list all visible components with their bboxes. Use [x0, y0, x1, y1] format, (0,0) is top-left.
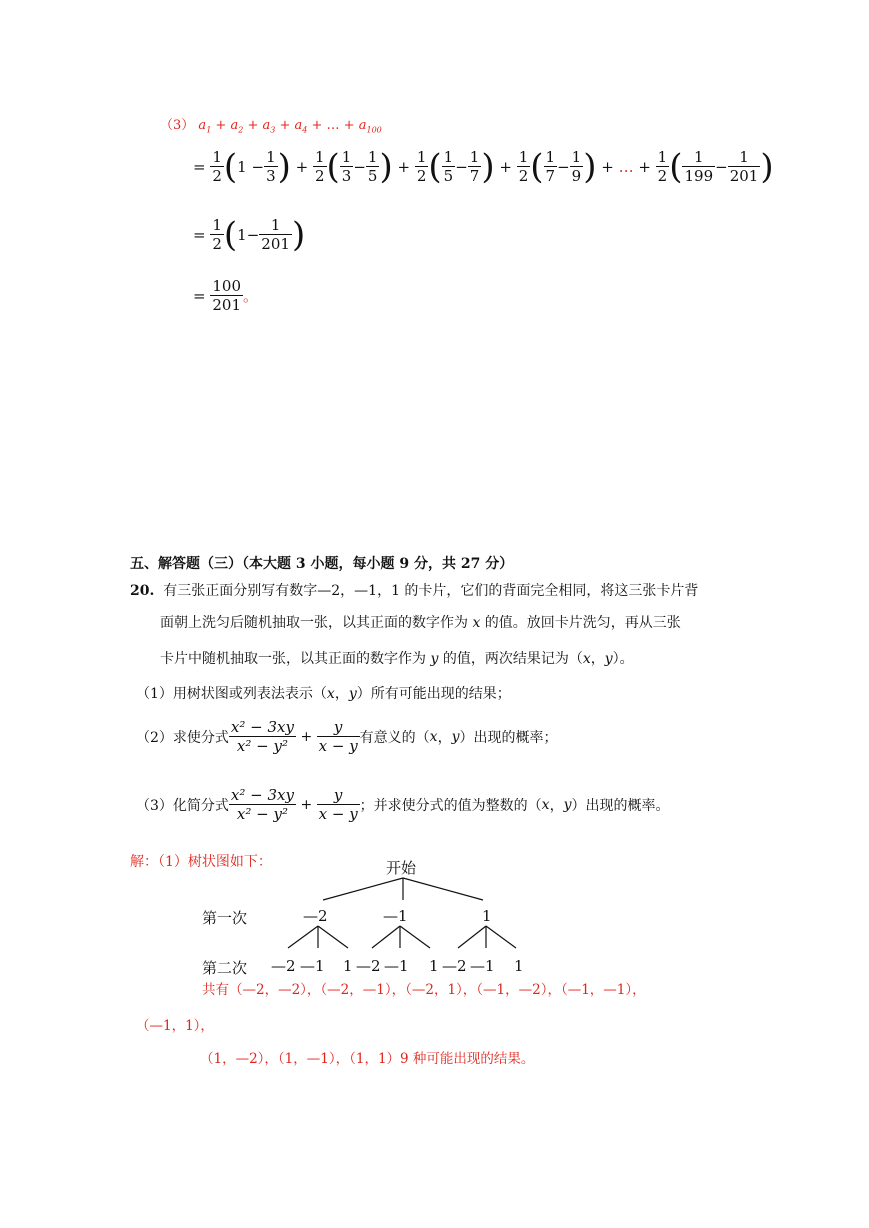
tree-level2-node: —1: [300, 957, 325, 975]
tree-level2-node: 1: [429, 957, 439, 975]
equation-line-1: = $\frac{1}{2}$ ( 1 − $\frac{1}{3}$ ) + $\frac{1}{2}$ ( $\frac{1}{3}$ − $\frac{1}{5}$ ) + $\frac{1}{2}$ ( $\frac{1}{5}$ − $\frac{1}{7}$ ) + $\frac{1}{2}$ ( $\frac{1}{7}$ − $\frac{1}{9}$ ) + … + $\frac{1}{2}$ ( $\frac{1}{199}$ − $\frac{1}{201}$ ): [193, 146, 774, 187]
tree-level2-label: 第二次: [202, 959, 248, 977]
section-title: 五、解答题（三）（本大题 3 小题，每小题 9 分，共 27 分）: [130, 556, 514, 572]
question-20-part-2: （2）求使分式 $\frac{\text{x² − 3xy}}{\text{x² − y²}}$ + $\frac{y}{x - y}$ 有意义的（ x ， y ）出现的概率；: [136, 718, 558, 755]
part3-header: （3） $a_1 + a_2 + a_3 + a_4$ + … + $a_{100}$: [160, 118, 382, 135]
tree-level2-node: —2: [356, 957, 381, 975]
tree-level2-node: —2: [271, 957, 296, 975]
question-20-part-1: （1）用树状图或列表法表示（x，y）所有可能出现的结果；: [136, 686, 511, 702]
question-20-line-1: 20. 有三张正面分别写有数字—2，—1，1 的卡片，它们的背面完全相同，将这三张卡片背: [130, 583, 699, 599]
result-line-3: （1，—2），（1，—1），（1，1）9 种可能出现的结果。: [200, 1051, 535, 1067]
tree-level1-node: —1: [383, 907, 408, 925]
equation-line-3: = $\frac{100}{201}$ 。: [193, 277, 259, 314]
result-line-2: （—1，1），: [136, 1018, 214, 1034]
result-line-1: 共有（—2，—2），（—2，—1），（—2，1），（—1，—2），（—1，—1），: [202, 982, 646, 998]
tree-level2-node: —2: [442, 957, 467, 975]
tree-level2-node: —1: [384, 957, 409, 975]
question-20-line-3: 卡片中随机抽取一张，以其正面的数字作为 y 的值，两次结果记为（x，y）。: [160, 651, 634, 667]
tree-level1-node: 1: [482, 907, 492, 925]
tree-level2-node: 1: [343, 957, 353, 975]
tree-level2-node: 1: [514, 957, 524, 975]
tree-level1-node: —2: [303, 907, 328, 925]
question-20-line-2: 面朝上洗匀后随机抽取一张，以其正面的数字作为 x 的值。放回卡片洗匀，再从三张: [160, 615, 681, 631]
tree-level1-label: 第一次: [202, 909, 248, 927]
question-20-part-3: （3）化简分式 $\frac{\text{x² − 3xy}}{\text{x² − y²}}$ + $\frac{y}{x - y}$ ；并求使分式的值为整数的（ x ， y ）出现的概率。: [136, 786, 670, 823]
equation-line-2: = $\frac{1}{2}$ ( 1 − $\frac{1}{201}$ ): [193, 214, 306, 255]
tree-root: 开始: [386, 859, 417, 877]
solution-label: 解：（1）树状图如下：: [130, 854, 272, 870]
tree-level2-node: —1: [470, 957, 495, 975]
